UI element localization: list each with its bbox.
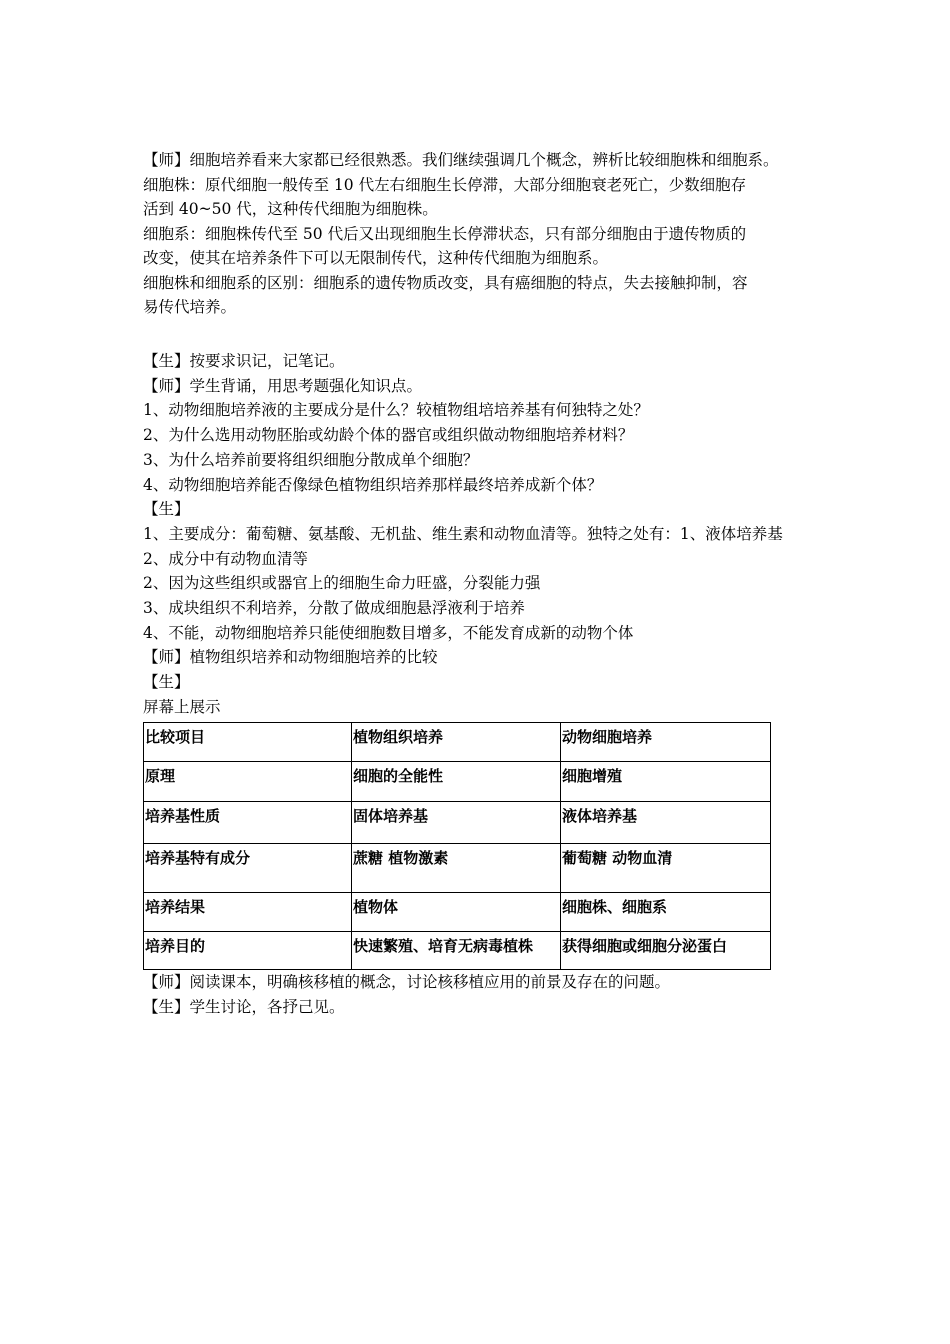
table-row: [144, 762, 771, 802]
text-line: 易传代培养。: [143, 298, 237, 316]
text-line: 2、成分中有动物血清等: [143, 549, 308, 568]
table-cell: 植物组织培养: [352, 723, 561, 762]
text-line: 【师】学生背诵，用思考题强化知识点。: [143, 376, 423, 395]
text-line: 1、主要成分：葡萄糖、氨基酸、无机盐、维生素和动物血清等。独特之处有：1、液体培养基: [143, 524, 783, 543]
table-cell: 快速繁殖、培育无病毒植株: [352, 932, 561, 970]
table-cell: 培养基特有成分: [144, 844, 352, 893]
text-line: 改变，使其在培养条件下可以无限制传代，这种传代细胞为细胞系。: [143, 249, 609, 267]
text-line: 细胞株：原代细胞一般传至 10 代左右细胞生长停滞，大部分细胞衰老死亡，少数细胞存: [143, 175, 747, 194]
text-line: 【生】学生讨论，各抒己见。: [143, 997, 345, 1016]
table-cell: 培养结果: [144, 893, 352, 932]
text-line: 3、成块组织不利培养，分散了做成细胞悬浮液利于培养: [143, 599, 525, 617]
table-cell: 动物细胞培养: [561, 723, 771, 762]
text-line: 4、不能，动物细胞培养只能使细胞数目增多，不能发育成新的动物个体: [143, 623, 634, 642]
table-row: [144, 893, 771, 932]
table-row: [144, 844, 771, 893]
text-line: 【生】: [143, 500, 190, 519]
text-line: 屏幕上展示: [143, 697, 221, 716]
table-row: [144, 802, 771, 844]
text-line: 4、动物细胞培养能否像绿色植物组织培养那样最终培养成新个体？: [143, 475, 603, 494]
table-cell: 培养目的: [144, 932, 352, 970]
table-cell: 细胞的全能性: [352, 762, 561, 802]
text-line: 1、动物细胞培养液的主要成分是什么？较植物组培培养基有何独特之处？: [143, 401, 649, 420]
text-line: 【师】植物组织培养和动物细胞培养的比较: [143, 648, 438, 667]
text-line: 【师】细胞培养看来大家都已经很熟悉。我们继续强调几个概念，辨析比较细胞株和细胞系。: [143, 151, 779, 169]
table-cell: 固体培养基: [352, 802, 561, 844]
table-cell: 液体培养基: [561, 802, 771, 844]
table-cell: 细胞增殖: [561, 762, 771, 802]
text-line: 细胞株和细胞系的区别：细胞系的遗传物质改变，具有癌细胞的特点，失去接触抑制，容: [143, 273, 748, 292]
table-cell: 比较项目: [144, 723, 352, 762]
table-cell: 原理: [144, 762, 352, 802]
table-cell: 蔗糖 植物激素: [352, 844, 561, 893]
text-line: 2、因为这些组织或器官上的细胞生命力旺盛，分裂能力强: [143, 574, 541, 593]
text-line: 活到 40~50 代，这种传代细胞为细胞株。: [143, 200, 438, 218]
comparison-table: [143, 722, 771, 970]
table-cell: 获得细胞或细胞分泌蛋白: [561, 932, 771, 970]
table-cell: 植物体: [352, 893, 561, 932]
table-row: [144, 932, 771, 970]
text-line: 【生】: [143, 673, 190, 692]
table-cell: 培养基性质: [144, 802, 352, 844]
table-cell: 葡萄糖 动物血清: [561, 844, 771, 893]
text-line: 2、为什么选用动物胚胎或幼龄个体的器官或组织做动物细胞培养材料？: [143, 426, 634, 445]
table-cell: 细胞株、细胞系: [561, 893, 771, 932]
text-line: 【生】按要求识记，记笔记。: [143, 352, 345, 370]
text-line: 细胞系：细胞株传代至 50 代后又出现细胞生长停滞状态，只有部分细胞由于遗传物质的: [143, 224, 747, 243]
table-header-row: [144, 723, 771, 762]
text-line: 【师】阅读课本，明确核移植的概念，讨论核移植应用的前景及存在的问题。: [143, 973, 671, 991]
text-line: 3、为什么培养前要将组织细胞分散成单个细胞？: [143, 450, 479, 469]
